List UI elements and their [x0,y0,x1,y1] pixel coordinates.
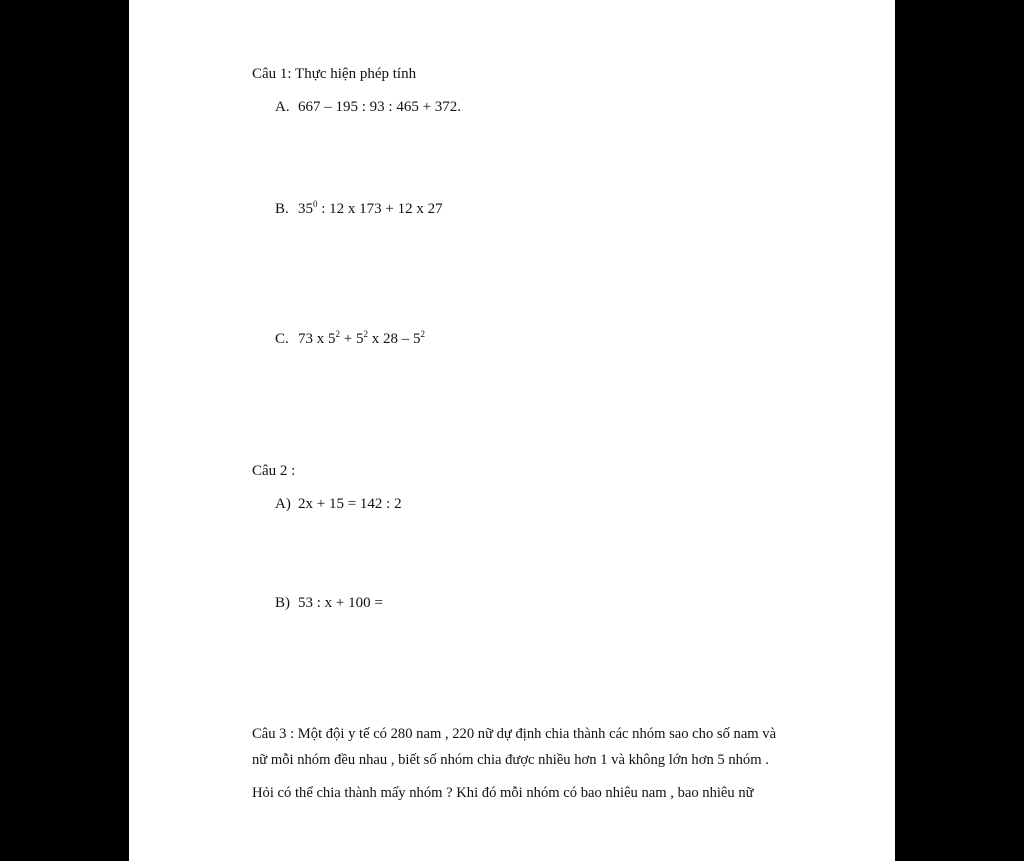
item-expression: 2x + 15 = 142 : 2 [298,496,402,512]
document-page [129,0,895,861]
expr-exponent: 0 [313,199,318,209]
item-expression: 667 – 195 : 93 : 465 + 372. [298,99,462,115]
item-label: C. [275,331,289,347]
item-label: B) [275,595,290,611]
cau1-item-b [275,200,443,218]
cau3-line-2: nữ mỗi nhóm đều nhau , biết số nhóm chia được nhiều hơn 1 và không lớn hơn 5 nhóm . [252,752,769,768]
cau2-item-b [275,594,383,612]
expr-rest: : 12 x 173 + 12 x 27 [317,201,443,217]
cau2-item-a [275,495,402,513]
expr-part-1: 73 x 5 [298,331,336,347]
cau2-title: Câu 2 : [252,463,296,479]
cau1-title: Câu 1: Thực hiện phép tính [252,66,417,82]
cau3-line-3: Hỏi có thể chia thành mấy nhóm ? Khi đó mỗi nhóm có bao nhiêu nam , bao nhiêu nữ [252,785,754,801]
item-label: B. [275,201,289,217]
item-label: A) [275,496,291,512]
expr-part-2: + 5 [340,331,364,347]
expr-part-3: x 28 – 5 [367,331,421,347]
cau1-item-c [275,330,425,348]
item-expression: 53 : x + 100 = [298,595,383,611]
expr-exponent-1: 2 [335,329,340,339]
expr-exponent-3: 2 [420,329,425,339]
expr-exponent-2: 2 [363,329,368,339]
document-body [129,0,895,861]
cau3-line-1: Câu 3 : Một đội y tế có 280 nam , 220 nữ dự định chia thành các nhóm sao cho số nam và [252,726,777,742]
expr-base: 35 [298,201,313,217]
item-label: A. [275,99,290,115]
cau1-item-a [275,98,461,116]
